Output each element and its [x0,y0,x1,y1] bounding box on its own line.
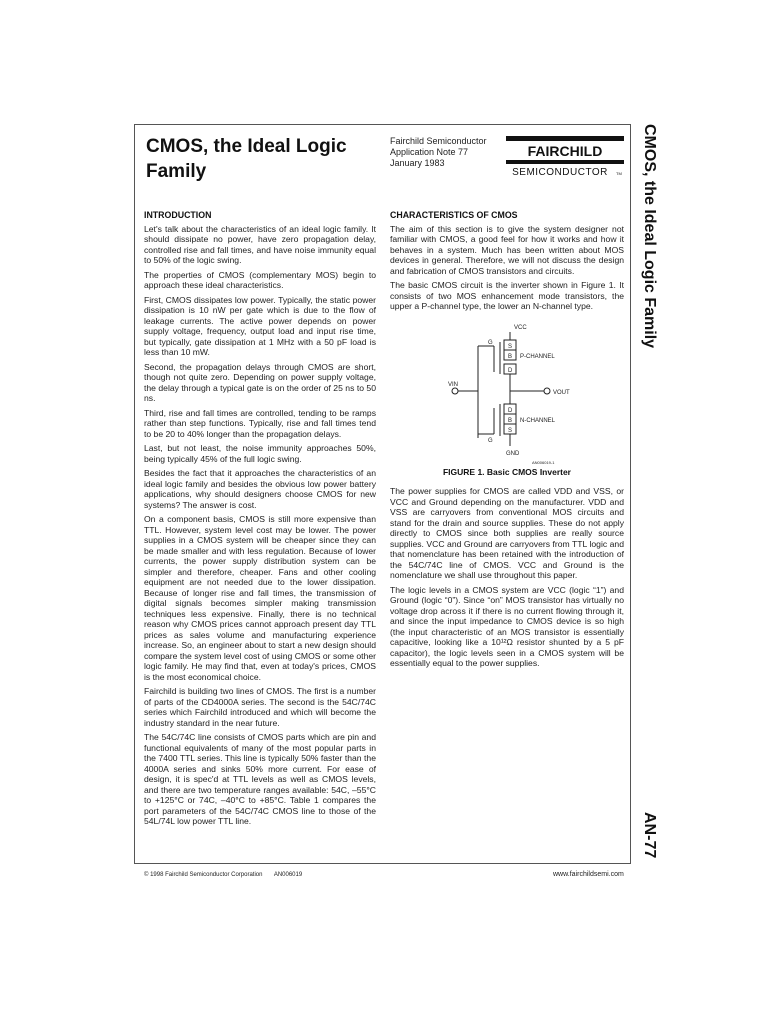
p-body-label: B [508,354,513,360]
logo-trademark: TM [616,171,622,176]
cmos-inverter-schematic [448,318,588,466]
intro-paragraph-6: Last, but not least, the noise immunity approaches 50%, being typically 45% of the full logic swing. [144,443,376,464]
footer-doc-id: AN006019 [273,872,303,878]
n-body-label: B [508,418,513,424]
intro-paragraph-2: The properties of CMOS (complementary MOS) begin to approach these ideal characteristics. [144,269,376,290]
logo-word-fairchild: FAIRCHILD [527,143,603,159]
n-channel-label: N-CHANNEL [520,418,556,424]
intro-paragraph-10: The 54C/74C line consists of CMOS parts which are pin and functional equivalents of many of the most popular parts in the 7400 TTL series. This line is typically 50% faster than the 4000A series and sinks 50% more current. For ease of design, it is spec'd at TTL levels as well as CMOS levels, and there are two temperature ranges available: 54C, –55°C to +125°C or 74C, –40°C to +85°C. Table 1 compares the port parameters of the 54C/74C CMOS line to those of the 54L/74L low power TTL line. [144,732,376,826]
intro-paragraph-3: First, CMOS dissipates low power. Typically, the static power dissipation is 10 nW per gate which is due to the flow of leakage currents. The active power depends on power supply voltage, frequency, output load and input rise time, but typically, gate dissipation at 1 MHz with a 50 pF load is less than 10 mW. [144,294,376,357]
intro-paragraph-7: Besides the fact that it approaches the characteristics of an ideal logic family and besides the obvious low power battery applications, why should designers choose CMOS for new systems? The answer is cost. [144,468,376,510]
logo-bottom-bar [506,160,624,164]
n-gate-label: G [488,438,493,444]
n-source-label: S [508,428,513,434]
output-node [544,388,550,394]
intro-paragraph-4: Second, the propagation delays through CMOS are short, though not quite zero. Depending on power supply voltage, the delay through a typical gate is on the order of 25 ns to 50 ns. [144,361,376,403]
footer-copyright: © 1998 Fairchild Semiconductor Corporation [144,872,263,878]
document-title: CMOS, the Ideal Logic Family [146,136,347,182]
figure-caption: FIGURE 1. Basic CMOS Inverter [442,467,571,477]
side-title-text: CMOS, the Ideal Logic Family [641,124,658,349]
n-drain-label: D [508,408,513,414]
logo-word-semiconductor: SEMICONDUCTOR [512,167,608,178]
fairchild-logo [506,136,624,178]
figure-ref: AN006019-1 [532,460,555,465]
characteristics-section [390,210,624,316]
char-paragraph-2: The basic CMOS circuit is the inverter shown in Figure 1. It consists of two MOS enhancement mode transistors, the upper a P-channel type, the lower an N-channel type. [390,280,624,311]
side-title [638,124,660,384]
gnd-label: GND [506,451,520,457]
p-gate-label: G [488,340,493,346]
p-channel-label: P-CHANNEL [520,354,555,360]
company-name: Fairchild Semiconductor [390,136,487,146]
header-info [390,136,500,169]
intro-paragraph-9: Fairchild is building two lines of CMOS. The first is a number of parts of the CD4000A series. The second is the 54C/74C series which Fairchild introduced and which will become the industry standard in the near future. [144,686,376,728]
footer-url[interactable]: www.fairchildsemi.com [553,871,624,878]
footer-left [144,872,312,878]
char-paragraph-3: The power supplies for CMOS are called VDD and VSS, or VCC and Ground depending on the manufacturer. VDD and VSS are carryovers from conventional MOS circuits and stand for the drain and source supplies. These do not apply directly to CMOS since both supplies are really source supplies. VCC and Ground are carryovers from TTL logic and that nomenclature has been retained with the introduction of the 54C/74C line of CMOS. VCC and Ground is the nomenclature we shall use throughout this paper. [390,486,624,580]
application-note-number: Application Note 77 [390,147,469,157]
publication-date: January 1983 [390,158,445,168]
introduction-heading: INTRODUCTION [144,210,212,220]
intro-paragraph-8: On a component basis, CMOS is still more expensive than TTL. However, system level cost may be lower. The power supplies in a CMOS system will be cheaper since they can be made smaller and with less regulation. Because of lower currents, the power supply distribution system can be simpler and therefore, cheaper. Fans and other cooling equipment are not needed due to the lower dissipation. Because of longer rise and fall times, the transmission of digital signals becomes simpler making transmission techniques less expensive. Finally, there is no technical reason why CMOS prices cannot approach present day TTL prices as sales volume and manufacturing experience increase. So, an engineer about to start a new design should compare the system level cost of using CMOS or some other logic family. He may find that, even at today's prices, CMOS is the most economical choice. [144,514,376,682]
vin-label: VIN [448,382,459,388]
characteristics-heading: CHARACTERISTICS OF CMOS [390,210,518,220]
char-paragraph-4: The logic levels in a CMOS system are VCC (logic “1”) and Ground (logic “0”). Since “on” MOS transistor has virtually no voltage drop across it if there is no current flowing through it, and since the input impedance to CMOS device is so high (the input characteristic of an MOS transistor is essentially capacitive, looking like a 10¹²Ω resistor shunted by a 5 pF capacitor), the logic levels seen in a CMOS system will be essentially equal to the power supplies. [390,584,624,668]
p-drain-label: D [508,368,513,374]
char-paragraph-1: The aim of this section is to give the system designer not familiar with CMOS, a good feel for how it works and how it behaves in a system. Much has been written about MOS devices in general. Therefore, we will not discuss the design and fabrication of CMOS transistors and circuits. [390,223,624,276]
p-source-label: S [508,344,513,350]
vcc-label: VCC [514,325,527,331]
logo-top-bar [506,136,624,141]
intro-paragraph-5: Third, rise and fall times are controlled, tending to be ramps rather than step functions. Typically, rise and fall times tend to be 20 to 40% longer than the propagation delays. [144,407,376,439]
introduction-section [144,210,376,831]
intro-paragraph-1: Let's talk about the characteristics of an ideal logic family. It should dissipate no power, have zero propagation delay, controlled rise and fall times, and have noise immunity equal to 50% of the logic swing. [144,223,376,265]
input-node [452,388,458,394]
side-code-text: AN-77 [641,812,658,859]
vout-label: VOUT [553,390,570,396]
side-code [638,812,660,864]
characteristics-continued [390,486,624,673]
